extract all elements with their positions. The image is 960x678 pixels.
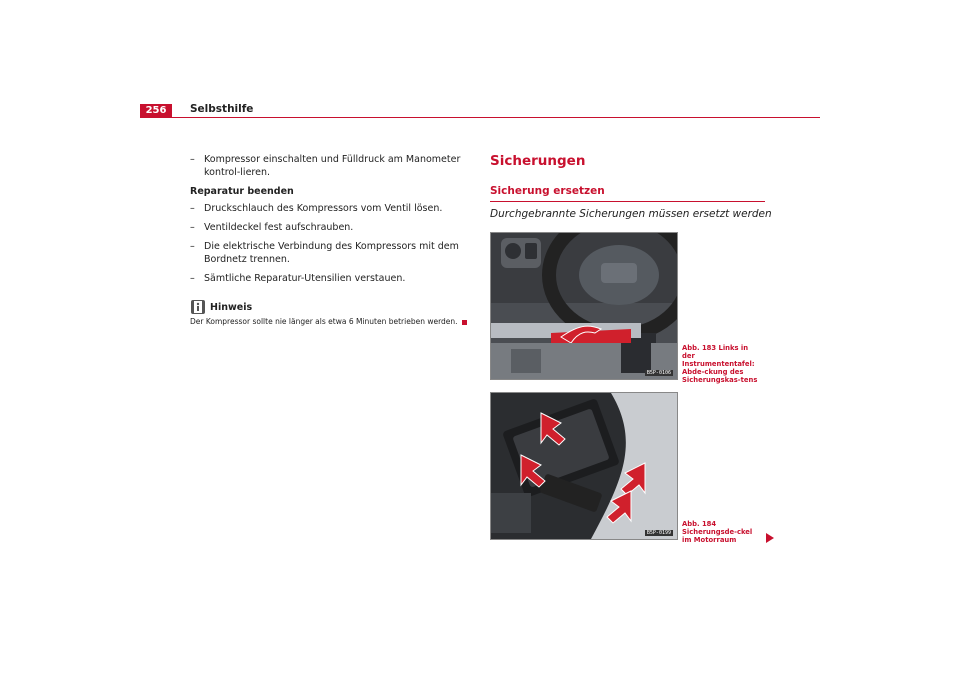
step-text: Kompressor einschalten und Fülldruck am Manometer kontrol-lieren. — [204, 154, 461, 178]
figure-code: B5P-0106 — [646, 370, 671, 376]
step-item — [190, 221, 470, 234]
subsection-title: Sicherung ersetzen — [490, 185, 605, 197]
figure-caption: Abb. 183 Links in der Instrumententafel: Abde-ckung des Sicherungskas-tens — [682, 344, 758, 384]
step-text: Die elektrische Verbindung des Kompressors mit dem Bordnetz trennen. — [204, 241, 459, 265]
header-rule — [140, 117, 820, 118]
step-text: Druckschlauch des Kompressors vom Ventil lösen. — [204, 203, 443, 214]
repair-end-subheading: Reparatur beenden — [190, 186, 294, 197]
step-item — [190, 240, 470, 266]
step-text: Sämtliche Reparatur-Utensilien verstauen. — [204, 273, 406, 284]
left-column — [190, 153, 470, 327]
subsection-rule — [490, 201, 765, 202]
dash-marker: – — [190, 154, 195, 165]
figure-engine-fuse-box — [490, 392, 678, 540]
chapter-title: Selbsthilfe — [190, 103, 254, 115]
dash-marker: – — [190, 222, 195, 233]
engine-bay-illustration — [491, 393, 677, 539]
step-item — [190, 153, 470, 179]
figure-caption: Abb. 184 Sicherungsde-ckel im Motorraum — [682, 520, 753, 544]
note-text — [190, 317, 470, 327]
step-item — [190, 272, 470, 285]
note-heading — [190, 299, 470, 315]
info-notebook-icon — [190, 299, 206, 315]
dash-marker: – — [190, 273, 195, 284]
note-body: Der Kompressor sollte nie länger als etwa 6 Minuten betrieben werden. — [190, 317, 458, 326]
figure-dashboard-fuse-cover — [490, 232, 678, 380]
step-text: Ventildeckel fest aufschrauben. — [204, 222, 354, 233]
intro-text: Durchgebrannte Sicherungen müssen ersetzt werden — [490, 208, 772, 220]
continue-arrow-icon — [766, 533, 774, 543]
page-number: 256 — [140, 104, 172, 118]
dash-marker: – — [190, 203, 195, 214]
note-title: Hinweis — [210, 301, 253, 313]
step-item — [190, 202, 470, 215]
dashboard-illustration — [491, 233, 677, 379]
dash-marker: – — [190, 241, 195, 252]
figure-code: B5P-0199 — [646, 530, 671, 536]
section-end-mark — [462, 320, 467, 325]
section-title: Sicherungen — [490, 153, 586, 169]
